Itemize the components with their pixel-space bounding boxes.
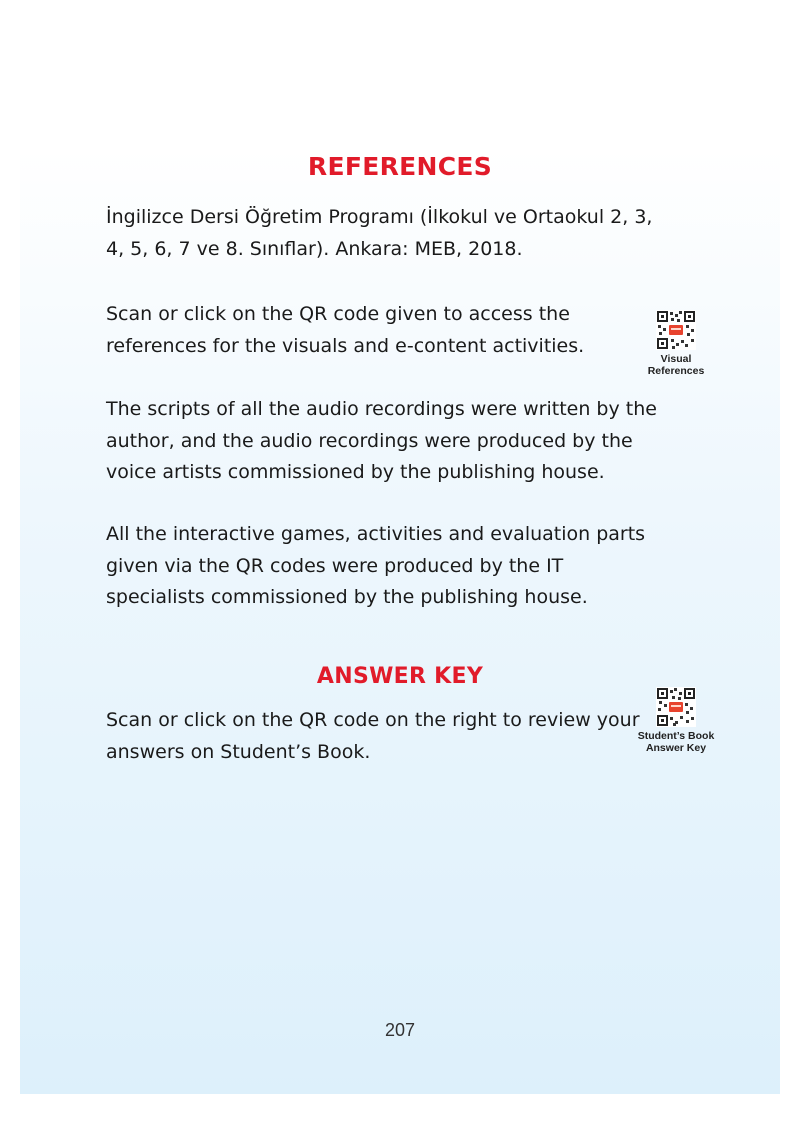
audio-credits: The scripts of all the audio recordings were written by the author, and the audio recordings were produced by the voice artists commissioned by the publishing house. bbox=[106, 398, 657, 483]
qr-caption-line: References bbox=[647, 365, 705, 377]
qr-code-icon[interactable] bbox=[656, 310, 696, 350]
answer-key-qr[interactable] bbox=[621, 687, 731, 754]
reference-citation: İngilizce Dersi Öğretim Programı (İlkokul ve Ortaokul 2, 3, 4, 5, 6, 7 ve 8. Sınıflar). Ankara: MEB, 2018. bbox=[106, 206, 653, 260]
page-number: 207 bbox=[384, 1020, 416, 1040]
interactive-credits: All the interactive games, activities and evaluation parts given via the QR codes were produced by the IT specialists commissioned by the publishing house. bbox=[106, 523, 646, 608]
book-page bbox=[20, 20, 780, 1094]
answer-key-note: Scan or click on the QR code on the right to review your answers on Student’s Book. bbox=[106, 709, 640, 763]
references-heading: REFERENCES bbox=[307, 152, 493, 181]
qr-caption-line: Visual bbox=[660, 353, 692, 365]
qr-caption bbox=[621, 730, 731, 754]
qr-caption-line: Student’s Book bbox=[637, 730, 715, 742]
visual-references-qr[interactable] bbox=[621, 310, 731, 377]
visual-references-note: Scan or click on the QR code given to access the references for the visuals and e-content activities. bbox=[106, 303, 585, 357]
qr-caption-line: Answer Key bbox=[645, 742, 707, 754]
qr-caption bbox=[621, 353, 731, 377]
answer-key-heading: ANSWER KEY bbox=[316, 664, 484, 689]
qr-code-icon[interactable] bbox=[656, 687, 696, 727]
